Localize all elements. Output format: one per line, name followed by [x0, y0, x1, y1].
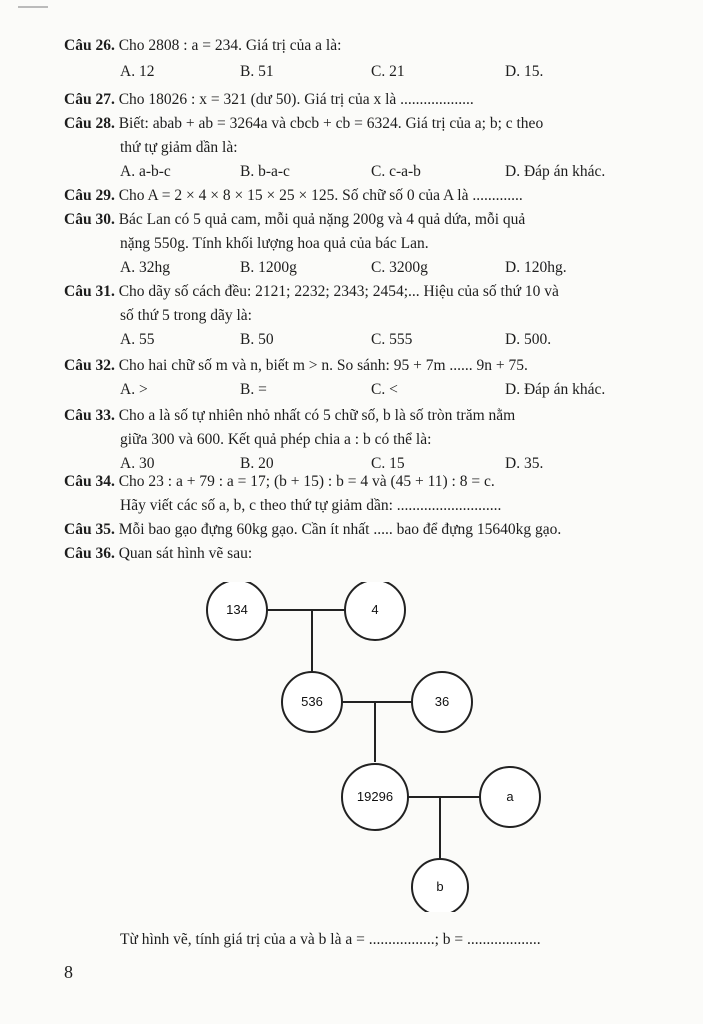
option-c[interactable]: C. 21 — [371, 63, 405, 80]
options-30 — [120, 256, 680, 280]
option-a[interactable]: A. 12 — [120, 63, 155, 80]
question-text: Bác Lan có 5 quả cam, mỗi quả nặng 200g và 4 quả dứa, mỗi quả — [118, 211, 526, 228]
question-28 — [64, 112, 660, 136]
option-b[interactable]: B. 51 — [240, 63, 274, 80]
node-536-label: 536 — [301, 694, 323, 709]
number-tree-diagram — [200, 582, 560, 912]
option-d[interactable]: D. 500. — [505, 331, 552, 348]
question-text: Biết: abab + ab = 3264a và cbcb + cb = 6324. Giá trị của a; b; c theo — [118, 115, 544, 132]
options-26 — [120, 60, 680, 84]
question-text: Quan sát hình vẽ sau: — [118, 545, 253, 562]
option-d[interactable]: D. Đáp án khác. — [505, 163, 606, 180]
option-d[interactable]: D. 35. — [505, 455, 544, 472]
option-c[interactable]: C. c-a-b — [371, 163, 421, 180]
option-c[interactable]: C. 15 — [371, 455, 405, 472]
node-36-label: 36 — [434, 694, 450, 709]
option-a[interactable]: A. 30 — [120, 455, 155, 472]
page-number: 8 — [64, 962, 73, 982]
option-a[interactable]: A. > — [120, 381, 148, 398]
question-text: Cho dãy số cách đều: 2121; 2232; 2343; 2454;... Hiệu của số thứ 10 và — [118, 283, 559, 300]
question-label: Câu 29. — [64, 187, 115, 204]
question-text: Cho A = 2 × 4 × 8 × 15 × 25 × 125. Số chữ số 0 của A là ............. — [118, 187, 523, 204]
option-c[interactable]: C. 555 — [371, 331, 413, 348]
question-label: Câu 34. — [64, 473, 115, 490]
option-b[interactable]: B. 50 — [240, 331, 274, 348]
option-d[interactable]: D. Đáp án khác. — [505, 381, 606, 398]
option-c[interactable]: C. 3200g — [371, 259, 428, 276]
question-text: Cho 23 : a + 79 : a = 17; (b + 15) : b = 4 và (45 + 11) : 8 = c. — [118, 473, 495, 490]
question-text: Cho a là số tự nhiên nhỏ nhất có 5 chữ số, b là số tròn trăm nằm — [118, 407, 516, 424]
node-19296-label: 19296 — [356, 789, 394, 804]
question-31-line2: số thứ 5 trong dãy là: — [120, 307, 252, 324]
question-35 — [64, 518, 660, 542]
question-label: Câu 36. — [64, 545, 115, 562]
question-32 — [64, 354, 660, 378]
option-b[interactable]: B. b-a-c — [240, 163, 290, 180]
scan-mark — [18, 6, 48, 8]
option-c[interactable]: C. < — [371, 381, 398, 398]
question-36 — [64, 542, 660, 566]
options-31 — [120, 328, 680, 352]
node-b-label: b — [436, 879, 444, 894]
question-label: Câu 31. — [64, 283, 115, 300]
question-label: Câu 32. — [64, 357, 115, 374]
node-4-label: 4 — [371, 602, 379, 617]
question-27 — [64, 88, 660, 112]
options-32 — [120, 378, 680, 402]
question-label: Câu 27. — [64, 91, 115, 108]
question-label: Câu 33. — [64, 407, 115, 424]
question-text: Cho 2808 : a = 234. Giá trị của a là: — [118, 37, 342, 54]
question-label: Câu 28. — [64, 115, 115, 132]
question-label: Câu 26. — [64, 37, 115, 54]
question-text: Cho 18026 : x = 321 (dư 50). Giá trị của x là ................... — [118, 91, 474, 108]
question-label: Câu 35. — [64, 521, 115, 538]
question-28-line2: thứ tự giảm dần là: — [120, 139, 238, 156]
option-d[interactable]: D. 15. — [505, 63, 544, 80]
option-a[interactable]: A. a-b-c — [120, 163, 171, 180]
question-36-footer: Từ hình vẽ, tính giá trị của a và b là a = .................; b = ................... — [120, 931, 541, 948]
question-label: Câu 30. — [64, 211, 115, 228]
node-134-label: 134 — [226, 602, 248, 617]
question-29 — [64, 184, 660, 208]
question-34 — [64, 470, 660, 494]
option-b[interactable]: B. 1200g — [240, 259, 297, 276]
question-31 — [64, 280, 660, 304]
options-28 — [120, 160, 680, 184]
question-30-line2: nặng 550g. Tính khối lượng hoa quả của bác Lan. — [120, 235, 429, 252]
option-d[interactable]: D. 120hg. — [505, 259, 567, 276]
option-b[interactable]: B. 20 — [240, 455, 274, 472]
option-b[interactable]: B. = — [240, 381, 267, 398]
question-30 — [64, 208, 660, 232]
node-a-label: a — [506, 789, 514, 804]
question-text: Cho hai chữ số m và n, biết m > n. So sánh: 95 + 7m ...... 9n + 75. — [118, 357, 528, 374]
question-33 — [64, 404, 660, 428]
question-34-line2: Hãy viết các số a, b, c theo thứ tự giảm dần: ........................... — [120, 497, 502, 514]
option-a[interactable]: A. 55 — [120, 331, 155, 348]
question-26 — [64, 34, 660, 58]
question-33-line2: giữa 300 và 600. Kết quả phép chia a : b có thể là: — [120, 431, 432, 448]
question-text: Mỗi bao gạo đựng 60kg gạo. Cần ít nhất ..... bao để đựng 15640kg gạo. — [118, 521, 562, 538]
option-a[interactable]: A. 32hg — [120, 259, 170, 276]
